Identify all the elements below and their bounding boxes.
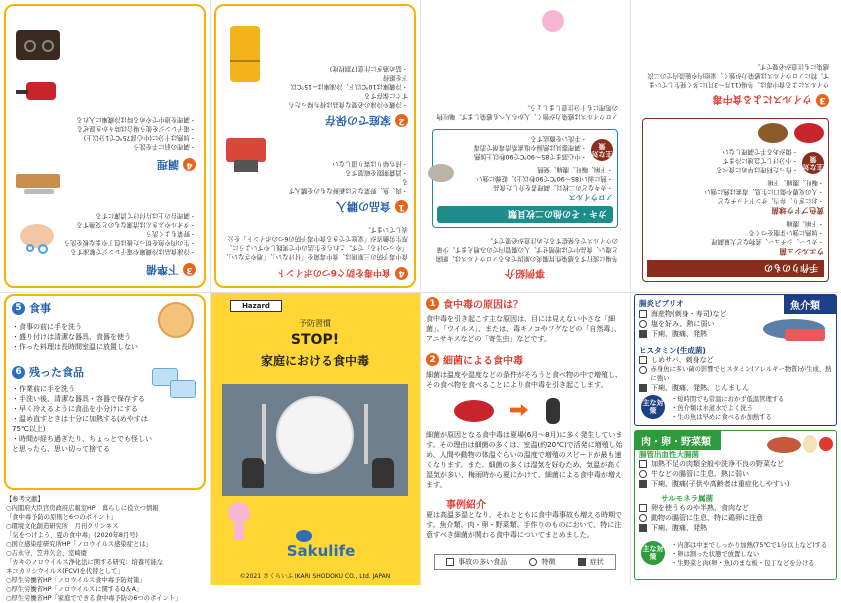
measures-badge: 主な対策: [641, 395, 665, 419]
legend-label: 事故の多い食品: [458, 558, 508, 566]
section-1-text: ・肉、魚、野菜などは新鮮なものを購入する ・消費期限を確認する ・持ち帰りは寄り道しない: [288, 160, 408, 194]
list-item: 赤身魚に多い菌の影響でヒスタミン(アレルギー物質)が生成、熱に強い: [650, 366, 832, 382]
list-item: 動物の腸管に生息、特に鶏卵に注意: [651, 514, 763, 522]
pan-illustration: [16, 80, 56, 106]
section-4-title: 4 調理: [14, 157, 196, 173]
section-cause: [426, 296, 624, 344]
feature-icon: [639, 320, 647, 328]
mascot-illustration: [224, 502, 254, 542]
list-item: ・ 短時間でも常温におかず低温管理する: [671, 395, 831, 404]
reference-item: 「食中毒予防の原則と6つのポイント」: [6, 514, 118, 521]
vibrio-list: [639, 309, 759, 339]
six-points-intro: 食中毒予防の三原則は、食中毒菌を「付けない」、「増やさない」、「やっつける」です。これらを生活の中で実践しやすいように、厚生労働省が「家庭でできる食中毒予防の6つのポイント」を公表しています。: [222, 226, 408, 260]
fold-line: [420, 0, 421, 585]
symptom-legend-icon: [578, 558, 586, 566]
list-item: ・ 時間が経ち過ぎたり、ちょっとでも怪しいと思ったら、思い切って捨てる: [12, 434, 152, 454]
list-item: ・ 作った料理は長時間室温に放置しない: [12, 342, 202, 352]
meat-measures: [671, 541, 831, 568]
germ-figure-icon: [242, 458, 264, 488]
list-item: しめサバ、刺身など: [651, 356, 714, 364]
food-legend-icon: [446, 558, 454, 566]
bacteria-title: 2 細菌による食中毒: [426, 352, 624, 367]
seafood-bar: 魚介類: [784, 295, 836, 314]
list-item: ・ 魚介類は水道水でよく洗う: [671, 404, 831, 413]
stove-illustration: [16, 30, 60, 60]
ecoli-list: [639, 459, 835, 489]
cover-title: 家庭における食中毒: [260, 354, 369, 368]
section-2-title: 2 家庭での保存: [222, 113, 408, 129]
salmonella-title: サルモネラ属菌: [661, 494, 714, 503]
food-icon: [639, 504, 647, 512]
list-item: 牛などの腸管に生息、熱に弱い: [651, 470, 749, 478]
section-1-title: 1 食品の購入: [222, 199, 408, 215]
symptom-icon: [639, 524, 647, 532]
food-icon: [639, 310, 647, 318]
feature-icon: [639, 514, 647, 522]
feature-icon: [639, 366, 647, 374]
reference-item: ○厚生労働省HP「家庭でできる食中毒予防の6つのポイント」: [6, 595, 182, 602]
list-item: ・ 作業前に手を洗う: [12, 384, 152, 394]
legend-label: 症状: [589, 558, 604, 566]
cause-text: 食中毒を引き起こす主な原因は、目には見えない小さな「細菌」、「ウイルス」、または、毒キノコやフグなどの「自然毒」、アニサキスなどの「寄生虫」などです。: [426, 315, 621, 343]
list-item: 海産物(刺身・寿司)など: [651, 310, 727, 318]
cause-title: 1 食中毒の原因は？: [426, 296, 624, 311]
food-icon: [639, 356, 647, 364]
ecoli-title: 腸管出血性大腸菌: [639, 450, 699, 459]
noro-title: ノロウイルス: [568, 193, 613, 202]
meat-box: [634, 430, 837, 580]
salmonella-list: [639, 503, 835, 533]
list-item: 下痢、腹痛(子供や高齢者は重症化しやすい): [651, 480, 790, 488]
cover-photo: [222, 384, 408, 496]
measures-badge: 主な対策: [591, 139, 613, 161]
section-6-list: [12, 384, 152, 454]
cover-subtitle: 予防習慣: [299, 319, 331, 328]
list-item: ・ 卵は割った状態で放置しない: [671, 550, 831, 559]
case-study-title: 事例紹介: [446, 500, 486, 511]
seafood-box: [634, 294, 837, 426]
meat-illustration: [767, 433, 835, 455]
list-item: 卵を使うものや半熟、食肉など: [651, 504, 749, 512]
panel-bottom-middle: [420, 292, 630, 585]
upside-down-content: [420, 0, 630, 292]
plate-illustration: [158, 302, 194, 338]
food-icon: [639, 460, 647, 468]
section-bacteria: [426, 352, 624, 390]
feature-icon: [639, 470, 647, 478]
list-item: ・ 手洗い後、清潔な器具・容器で保存する: [12, 394, 152, 404]
measures-badge: 主な対策: [641, 541, 665, 565]
case-title: 事例紹介: [505, 267, 545, 278]
refrigerator-illustration: [230, 26, 260, 82]
reference-item: ○厚生労働省HP「ノロウイルスに関するQ＆A」: [6, 586, 143, 593]
panel-top-right-1: [420, 0, 630, 292]
list-item: 下痢、腹痛、発熱: [651, 330, 707, 338]
bacteria-text: 細菌は温度や湿度などの条件がそろうと食べ物の中で増殖し、その食べ物を食べることにより食中毒を引き起こします。: [426, 371, 622, 389]
food-illustrations: [647, 123, 824, 143]
hazard-badge: Hazard: [230, 300, 282, 312]
virus-case-title: 3 ウイルスによる食中毒: [642, 93, 829, 108]
plate-icon: [276, 396, 354, 474]
panel-bottom-right: [630, 292, 841, 585]
washing-hands-illustration: [14, 216, 60, 256]
case-text: 冬場に流行する感染性胃腸炎の原因であるノロウイルスは、細菌と違い、食品中では増殖せず、人の腸管内でのみ増えます。少量のウイルスでも発症するため注意が必要です。: [435, 237, 618, 262]
list-item: ・ 盛り付けは清潔な器具、食器を使う: [12, 332, 202, 342]
panel-top-right-2: [630, 0, 841, 292]
bacteria-illustration: [450, 396, 600, 426]
reference-item: ○国立感染症研究所HP「ノロウイルス感染症とは」: [6, 541, 152, 548]
oyster-box: [432, 129, 618, 228]
section-2-text: ・冷蔵や冷凍の必要な食品は持ち帰ったらすぐに保存する ・冷蔵庫は10℃以下、冷凍庫は−15℃以下を維持 ・詰め過ぎに注意(7割程度): [288, 65, 408, 108]
legend: [434, 554, 616, 570]
seafood-measures: [671, 395, 831, 422]
histamine-list: [639, 355, 835, 393]
welch-text: ・カレー、シチュー、煮物など大量調理 ・加熱に強い芽胞をつくる ・下痢、腹痛: [711, 220, 824, 245]
section-3-title: 3 下準備: [14, 262, 196, 278]
upside-down-content: [210, 0, 420, 292]
knife-board-illustration: [16, 174, 60, 196]
reference-item: ○厚生労働省HP「ノロウイルス食中毒予防対策」: [6, 577, 146, 584]
oyster-bar: カキ・その他の二枚貝類: [437, 206, 613, 223]
bacteria-text-2: 細菌が原因となる食中毒は夏場(6月〜8月)に多く発生しています。その理由は細菌の多くは、室温(約20℃)で活発に増殖し始め、人間や動物の体温ぐらいの温度で増殖のスピードが最も速くなります。また、細菌の多くは湿気を好むため、気温が高く湿気が多い、梅雨時から夏にかけて、細菌による食中毒が増えます。: [426, 431, 623, 489]
noro-note: ノロウイルスは感染力が強く、人から人へも感染します。嘔吐物の処理にも十分注意しましょう。: [436, 104, 618, 120]
handmade-bar: 手作りのもの: [647, 260, 824, 277]
cash-register-illustration: [226, 136, 266, 172]
list-item: ・ 生の魚は早めに食べるか加熱する: [671, 413, 831, 422]
upside-down-content: [0, 0, 210, 292]
section-5-title: 5 食事: [12, 300, 202, 316]
list-item: ・ 内部は中までしっかり加熱(75℃で1分以上など)する: [671, 541, 831, 550]
list-item: 塩を好み、熱に弱い: [651, 320, 715, 328]
fork-icon: [262, 404, 266, 464]
fish-illustration: [763, 315, 833, 343]
section-4-text: ・調理の前に手を洗う ・加熱は十分に(中心部75℃で1分以上) ・電子レンジを使う場合は時々かき混ぜる ・調理を途中でやめる時は冷蔵庫に入れる: [76, 116, 196, 150]
staph-title: 黄色ブドウ球菌: [771, 206, 824, 215]
staph-text: ・おにぎり、弁当、サンドイッチなど ・人の皮膚や傷口に生息、毒素は熱に強い ・嘔吐、腹痛、下痢: [704, 179, 824, 204]
germ-figure-icon: [372, 458, 394, 488]
cover-panel: [210, 292, 420, 585]
reference-item: ネコカリシウイルス(FCV)を代替として」: [6, 568, 124, 575]
list-item: ・ 食事の前に手を洗う: [12, 322, 202, 332]
character-illustration: [534, 6, 574, 36]
reference-item: ○内閣府大臣官房政府広報室HP 暮らしに役立つ情報: [6, 505, 159, 512]
references-title: 【参考文献】: [6, 496, 44, 503]
handmade-box: [642, 118, 829, 282]
list-item: 下痢、腹痛、発熱、じんましん: [651, 384, 749, 392]
list-item: ・ 温め直すときは十分に加熱する(めやすは75℃以上): [12, 414, 152, 434]
section-3-text: ・冷凍食品は冷蔵庫や電子レンジで解凍する ・生の肉や魚を切った後は包丁やまな板を洗う ・野菜もよく洗う ・タオルやふきんは清潔なものと交換する ・調理台の上は片付けて清潔にする: [63, 212, 196, 255]
upside-down-content: [630, 0, 841, 292]
legend-label: 特徴: [541, 558, 556, 566]
six-points-title: 4 食中毒を防ぐ6つのポイント: [222, 267, 408, 280]
brand-logo: Sakulife: [286, 542, 356, 560]
brand-mark-icon: [296, 530, 312, 542]
noro-measures: ・中心部まで85〜90℃で90秒以上加熱 ・調理器具は熱湯や塩素系消毒剤で消毒 ・手洗いを徹底する: [473, 135, 587, 160]
knife-icon: [364, 404, 368, 464]
virus-case-text: ウイルスによる食中毒は、冬場(11月〜3月)に多く発生しています。特にノロウイルスは感染力が強く、家庭内や施設内での二次感染にも注意が必要です。: [647, 63, 829, 88]
symptom-icon: [639, 480, 647, 488]
vibrio-title: 腸炎ビブリオ: [639, 299, 684, 308]
list-item: 下痢、腹痛、発熱: [651, 524, 707, 532]
reference-item: ○吉永守、笠井久会、室崎慶: [6, 550, 88, 557]
references: [6, 495, 206, 603]
welch-title: ウエルシュ菌: [779, 247, 824, 256]
section-6-title: 6 残った食品: [12, 364, 206, 380]
reference-item: ○環境文化創造研究所 月刊クリンネス: [6, 523, 119, 530]
measures-badge: 主な対策: [802, 152, 824, 174]
containers-illustration: [152, 364, 198, 404]
list-item: ・ 生野菜と肉(卵・魚)のまな板・包丁などを分ける: [671, 559, 831, 568]
copyright: ©2021 さくらいふ IKARI SHODOKU CO., Ltd. JAPAN: [239, 573, 391, 580]
panel-bottom-left: [0, 292, 210, 602]
noro-text: ・カキなどの二枚貝、調理者を介した食品 ・熱に弱い(85〜90℃で90秒以上)、乾燥に強い ・下痢、嘔吐、腹痛、発熱: [476, 166, 613, 191]
histamine-title: ヒスタミン(生成菌): [639, 346, 706, 355]
panel-top-middle: [210, 0, 420, 292]
cover-stop: STOP!: [290, 332, 340, 348]
symptom-icon: [639, 384, 647, 392]
reference-item: 「気をつけよう、夏の食中毒」(2020年8月号): [6, 532, 138, 539]
meat-bar: 肉・卵・野菜類: [635, 431, 721, 450]
panel-top-left: [0, 0, 210, 292]
feature-legend-icon: [529, 558, 537, 566]
reference-item: 「カキのノロウイルス浄化法に関する研究：培養可能な: [6, 559, 164, 566]
oyster-illustration: [428, 164, 454, 182]
list-item: ・ 早く冷えるように食品を小分けにする: [12, 404, 152, 414]
case-study-text: 夏は高温多湿となり、それとともに食中毒事故も増える時期です。魚介類、肉・卵・野菜類、手作りのものにおいて、特に注意すべき細菌が関わる食中毒についてまとめました。: [426, 511, 622, 539]
symptom-icon: [639, 330, 647, 338]
fold-line: [210, 0, 211, 585]
handmade-measures: ・作った料理は早めに食べる ・小分けして急速に冷ます ・傷がある手で調理しない: [716, 148, 798, 173]
fold-line: [630, 0, 631, 585]
list-item: 加熱不足の肉類全般や洗浄不良の野菜など: [651, 460, 784, 468]
